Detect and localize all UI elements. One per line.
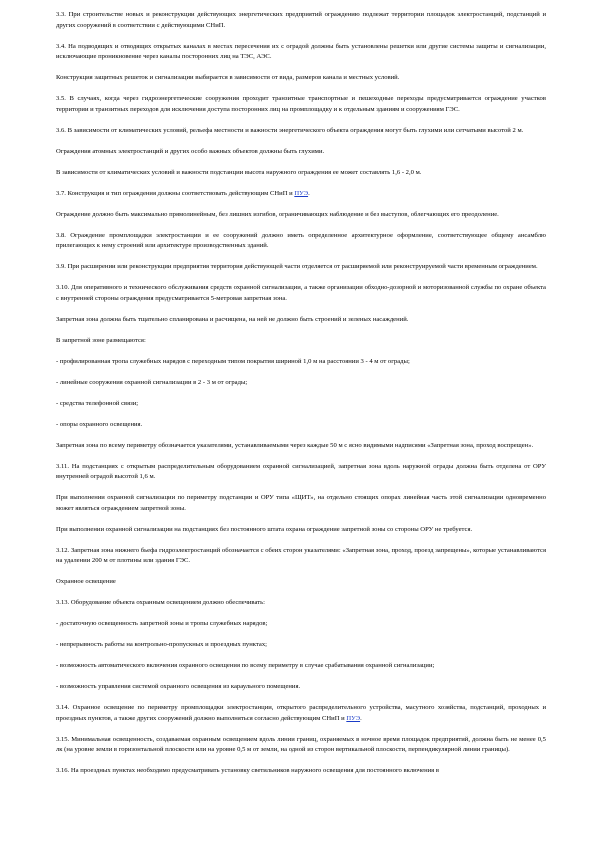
paragraph-text: 3.3. При строительстве новых и реконструкции действующих энергетических предприятий ограждению подлежат территории площадок электростанций, подстанций и других сооружений в соответствии с действующими СНиП. (56, 11, 546, 29)
document-link[interactable]: ПУЭ (294, 189, 309, 197)
paragraph-text: . (360, 714, 362, 722)
paragraph (56, 399, 546, 410)
paragraph-text: - средства телефонной связи; (56, 399, 139, 407)
paragraph-text: В запретной зоне размещаются: (56, 336, 146, 344)
paragraph-text: 3.4. На подводящих и отводящих открытых каналах в местах пересечения их с оградой должны быть установлены решетки или другие системы защиты и сигнализации, исключающие проникновение через каналы посторонних лиц на ТЭС, АЭС. (56, 42, 546, 61)
paragraph-text: 3.15. Минимальная освещенность, создаваемая охранным освещением вдоль линии границ, охраняемых в ночное время площадок предприятий, должна быть не менее 0,5 лк (на уровне земли в горизонтальной плоскости или на уровне 0,5 м от земли, на одной из сторон вертикальной плоскости, перпендикулярной линии границы). (56, 735, 546, 754)
paragraph-text: 3.6. В зависимости от климатических условий, рельефа местности и важности энергетического объекта ограждения могут быть глухими или сетчатыми высотой 2 м. (56, 126, 524, 134)
paragraph (56, 766, 546, 777)
paragraph-text: Запретная зона должна быть тщательно спланирована и расчищена, на ней не должно быть строений и зеленых насаждений. (56, 315, 409, 323)
paragraph-text: Конструкция защитных решеток и сигнализации выбирается в зависимости от вида, размеров канала и местных условий. (56, 74, 400, 82)
paragraph-text: 3.8. Ограждение промплощадки электростанции и ее сооружений должно иметь определенное архитектурное оформление, соответствующее общему ансамблю прилегающих к нему строений или архитектуре производственных зданий. (56, 231, 546, 250)
paragraph (56, 703, 546, 724)
paragraph-text: Ограждения атомных электростанций и других особо важных объектов должны быть глухими. (56, 147, 325, 155)
paragraph-text: Запретная зона по всему периметру обозначается указателями, устанавливаемыми через каждые 50 м с ясно видимыми надписями «Запретная зона, проход воспрещен». (56, 441, 534, 449)
paragraph-text: В зависимости от климатических условий и важности подстанции высота наружного ограждения ее может составлять 1,6 - 2,0 м. (56, 168, 422, 176)
paragraph-text: 3.9. При расширении или реконструкции предприятия территория действующей части отделяется от расширяемой или реконструируемой части временным ограждением. (56, 263, 538, 271)
paragraph-text: При выполнении охранной сигнализации по периметру подстанции и ОРУ типа «ЩИТ», на отдельно стоящих опорах линейная часть этой сигнализации одновременно может являться ограждением запретной зоны. (56, 494, 546, 512)
paragraph (56, 73, 546, 84)
paragraph (56, 315, 546, 326)
paragraph (56, 546, 546, 567)
paragraph (56, 640, 546, 651)
paragraph (56, 283, 546, 304)
paragraph (56, 42, 546, 63)
paragraph-text: 3.12. Запретная зона нижнего бьефа гидроэлектростанций обозначается с обеих сторон указателями: «Запретная зона, проход, проезд запрещены», которые устанавливаются на удалении 200 м от плотины или здания ГЭС. (56, 546, 546, 565)
paragraph (56, 441, 546, 452)
paragraph-text: - возможность автоматического включения охранного освещения по всему периметру в случае срабатывания охранной сигнализации; (56, 662, 435, 670)
paragraph-text: Ограждение должно быть максимально прямолинейным, без лишних изгибов, ограничивающих наблюдение и без выступов, облегчающих его преодоление. (56, 210, 499, 218)
paragraph (56, 357, 546, 368)
paragraph-text: - непрерывность работы на контрольно-пропускных и проездных пунктах; (56, 641, 267, 649)
paragraph (56, 189, 546, 200)
paragraph-text: 3.5. В случаях, когда через гидроэнергетические сооружения проходит транзитные транспортные и пешеходные переходы предусматривается ограждение участков территории и транзитных переходов для исключения доступа посторонних лиц на промплощадку и к отдельным зданиям и сооружениям ГЭС. (56, 95, 546, 113)
paragraph (56, 735, 546, 756)
paragraph (56, 210, 546, 221)
paragraph (56, 168, 546, 179)
document-link[interactable]: ПУЭ (346, 714, 361, 722)
paragraph-text: 3.13. Оборудование объекта охранным освещением должно обеспечивать: (56, 599, 265, 607)
paragraph (56, 577, 546, 588)
paragraph (56, 10, 546, 31)
document-body (56, 10, 546, 787)
paragraph (56, 598, 546, 609)
paragraph-text: - профилированная тропа служебных нарядов с переходным типом покрытия шириной 1,0 м на расстоянии 3 - 4 м от ограды; (56, 357, 410, 365)
paragraph-text: - опоры охранного освещения. (56, 420, 143, 428)
paragraph (56, 147, 546, 158)
paragraph (56, 493, 546, 514)
paragraph-text: Охранное освещение (56, 578, 116, 586)
paragraph-text: 3.14. Охранное освещение по периметру промплощадки электростанции, открытого распределительного устройства, масутного хозяйства, подстанций, проходных и проездных пунктов, а также других сооружений должно выполняться согласно действующим СНиП и (56, 704, 546, 722)
paragraph-text: 3.7. Конструкция и тип ограждения должны соответствовать действующим СНиП и (56, 189, 295, 197)
paragraph (56, 262, 546, 273)
paragraph (56, 462, 546, 483)
paragraph (56, 661, 546, 672)
paragraph (56, 378, 546, 389)
paragraph (56, 94, 546, 115)
paragraph (56, 336, 546, 347)
paragraph-text: 3.16. На проездных пунктах необходимо предусматривать установку светильников наружного освещения для постоянного включения в (56, 767, 439, 775)
paragraph-text: 3.10. Для оперативного и технического обслуживания средств охранной сигнализации, а также организации обходно-дозорной и моторизованной службы по охране объекта с внутренней стороны ограждения предусматривается 5-метровая запретная зона. (56, 284, 546, 302)
paragraph (56, 420, 546, 431)
paragraph-text: 3.11. На подстанциях с открытым распределительным оборудованием охранной сигнализацией, запретная зона вдоль наружной ограды должна быть отделена от ОРУ внутренней оградой высотой 1,6 м. (56, 462, 546, 481)
paragraph-text: - линейные сооружения охранной сигнализации в 2 - 3 м от ограды; (56, 378, 248, 386)
paragraph-text: . (308, 189, 310, 197)
paragraph-text: - достаточную освещенность запретной зоны и тропы служебных нарядов; (56, 620, 268, 628)
paragraph (56, 619, 546, 630)
paragraph (56, 525, 546, 536)
paragraph (56, 231, 546, 252)
paragraph-text: - возможность управления системой охранного освещения из караульного помещения. (56, 683, 301, 691)
paragraph (56, 682, 546, 693)
paragraph-text: При выполнении охранной сигнализации на подстанциях без постоянного штата охрана ограждение запретной зоны со стороны ОРУ не требуется. (56, 525, 473, 533)
paragraph (56, 126, 546, 137)
